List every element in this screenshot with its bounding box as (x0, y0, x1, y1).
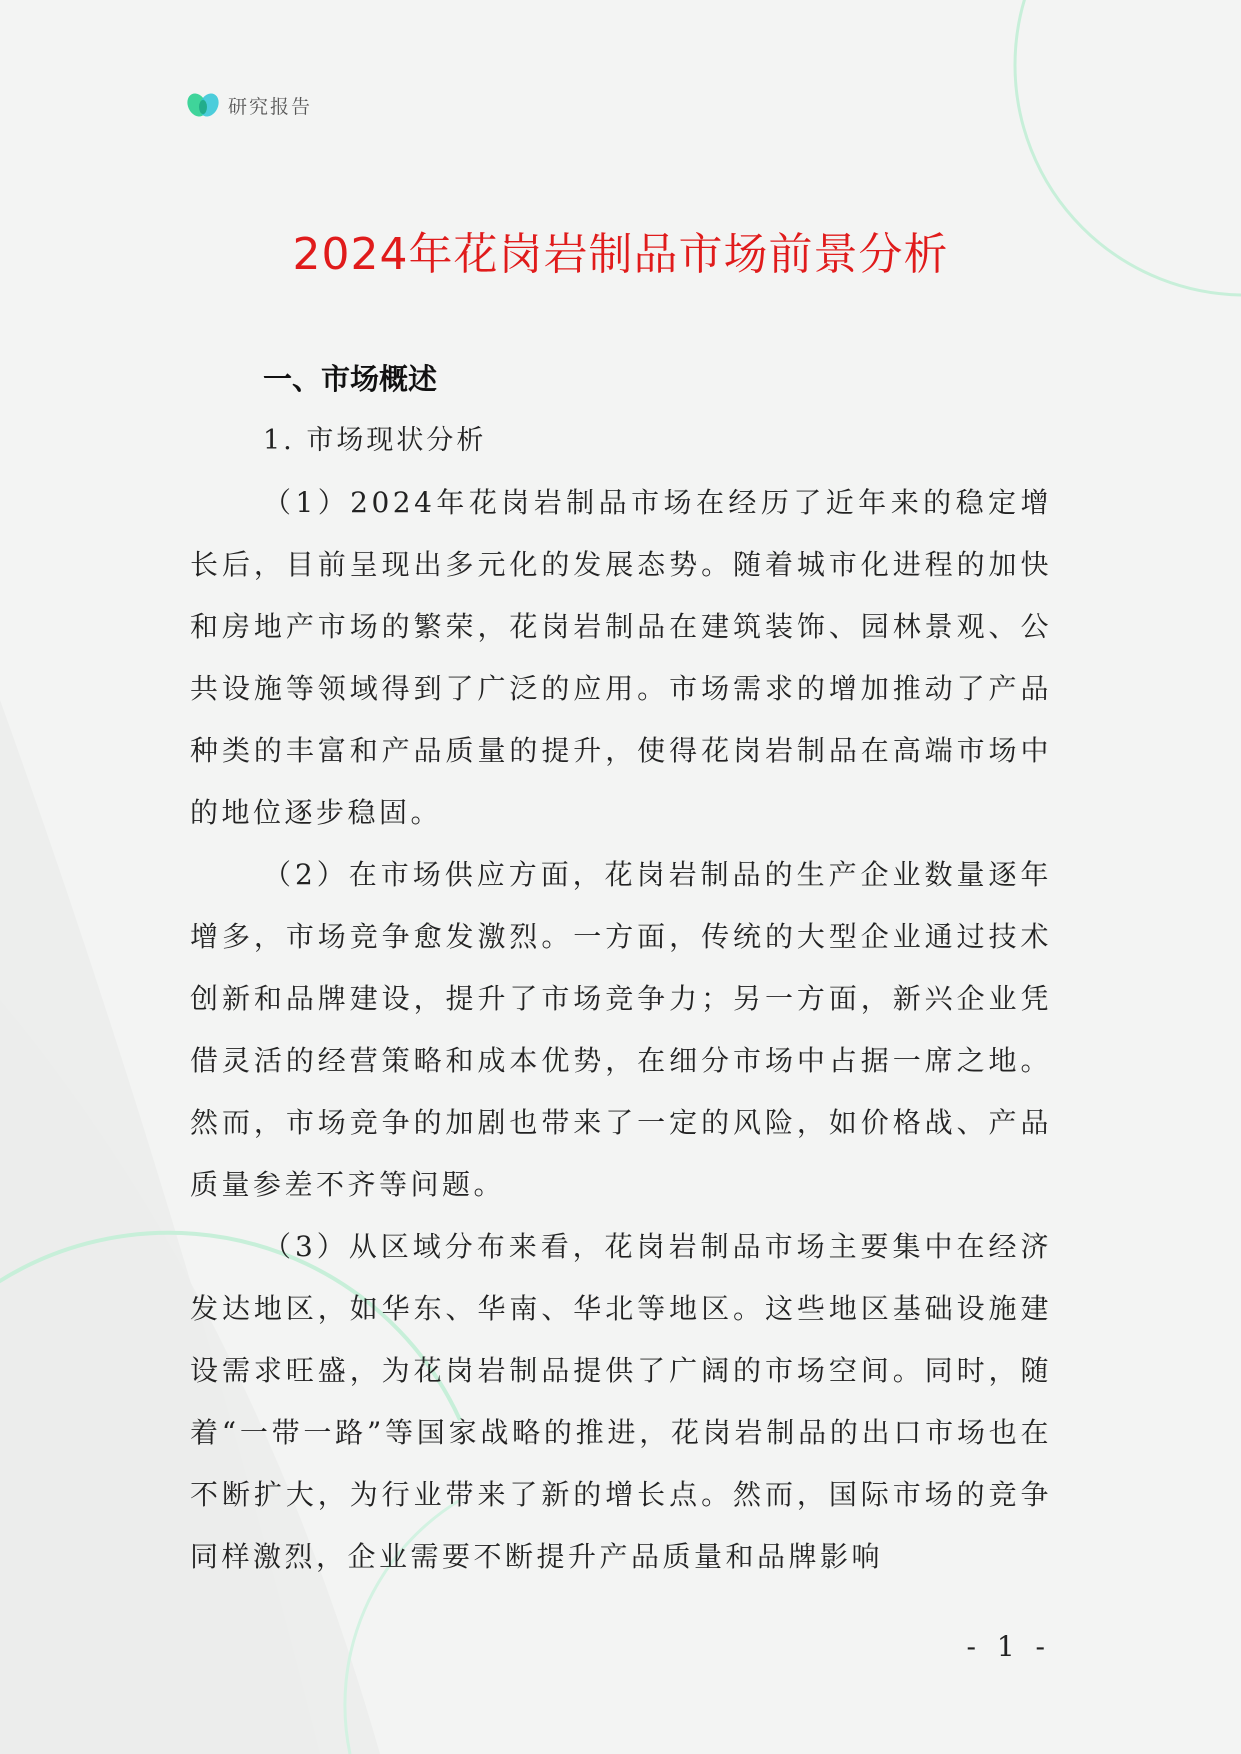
brand-logo-icon (186, 90, 220, 120)
document-title: 2024年花岗岩制品市场前景分析 (292, 229, 949, 280)
subsection-heading: 1. 市场现状分析 (263, 425, 487, 456)
paragraph-3: （3）从区域分布来看，花岗岩制品市场主要集中在经济发达地区，如华东、华南、华北等地区。这些地区基础设施建设需求旺盛，为花岗岩制品提供了广阔的市场空间。同时，随着“一带一路”等国家战略的推进，花岗岩制品的出口市场也在不断扩大，为行业带来了新的增长点。然而，国际市场的竞争同样激烈，企业需要不断提升产品质量和品牌影响 (190, 1230, 1052, 1573)
brand-header (186, 90, 312, 120)
page-number: - 1 - (966, 1630, 1051, 1663)
paragraph-2: （2）在市场供应方面，花岗岩制品的生产企业数量逐年增多，市场竞争愈发激烈。一方面，传统的大型企业通过技术创新和品牌建设，提升了市场竞争力；另一方面，新兴企业凭借灵活的经营策略和成本优势，在细分市场中占据一席之地。然而，市场竞争的加剧也带来了一定的风险，如价格战、产品质量参差不齐等问题。 (190, 858, 1052, 1201)
section-heading: 一、市场概述 (263, 362, 438, 396)
brand-text: 研究报告 (228, 95, 313, 118)
document-body (190, 348, 1052, 1588)
paragraph-1: （1）2024年花岗岩制品市场在经历了近年来的稳定增长后，目前呈现出多元化的发展态势。随着城市化进程的加快和房地产市场的繁荣，花岗岩制品在建筑装饰、园林景观、公共设施等领域得到了广泛的应用。市场需求的增加推动了产品种类的丰富和产品质量的提升，使得花岗岩制品在高端市场中的地位逐步稳固。 (190, 486, 1052, 829)
